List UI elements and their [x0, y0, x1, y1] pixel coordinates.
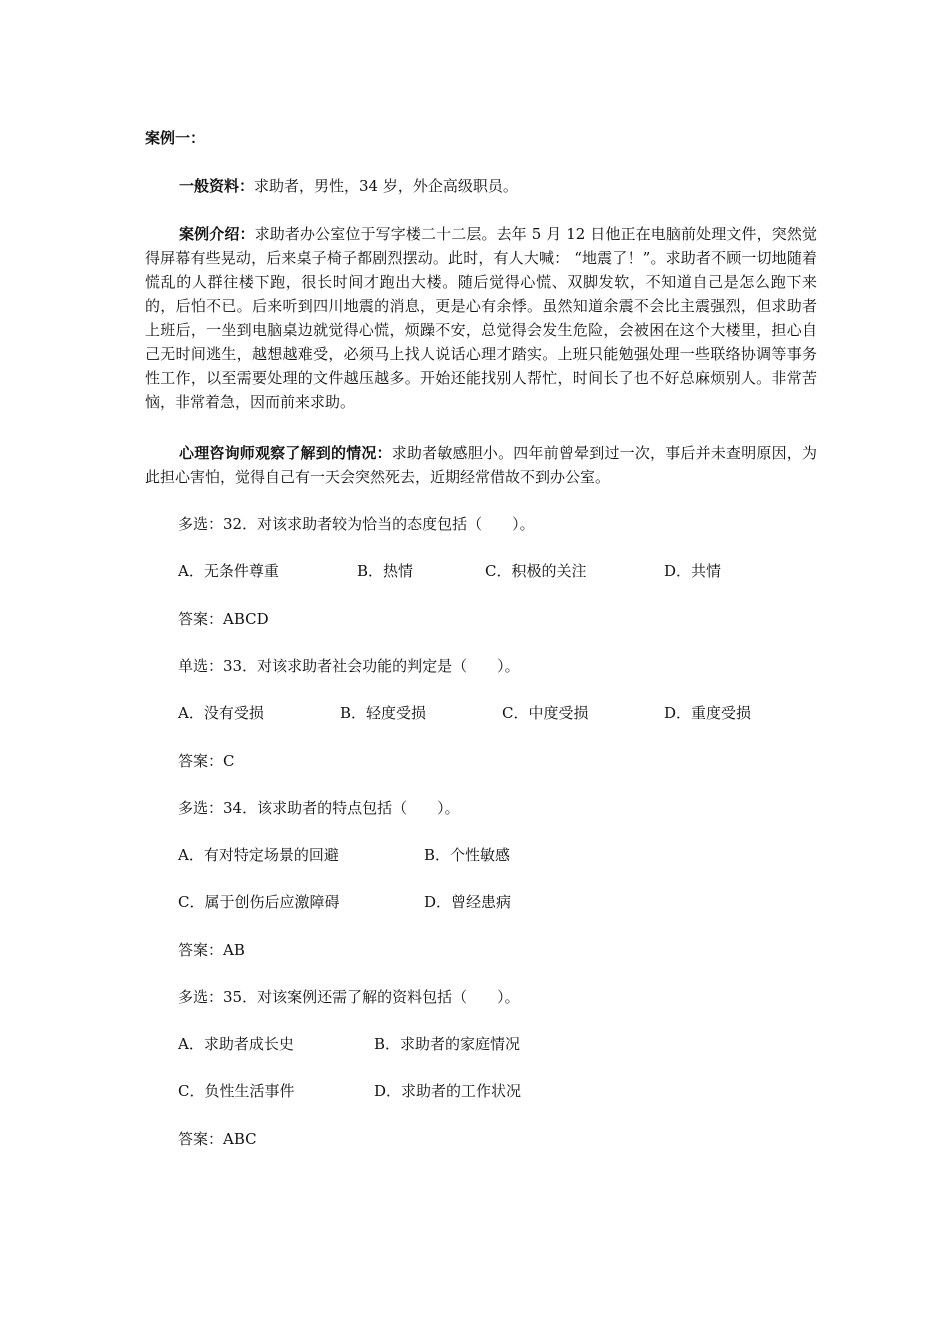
general-info-label: 一般资料：	[179, 177, 255, 195]
question-33-answer: 答案：C	[178, 752, 235, 770]
question-33-stem: 单选：33．对该求助者社会功能的判定是（ ）。	[178, 657, 520, 675]
question-34-option-b: B．个性敏感	[424, 846, 511, 864]
question-33-option-d: D．重度受损	[664, 704, 752, 722]
general-info-text: 求助者，男性，34 岁，外企高级职员。	[254, 177, 518, 195]
question-32-stem: 多选：32．对该求助者较为恰当的态度包括（ ）。	[178, 515, 535, 533]
question-33-option-a: A．没有受损	[178, 704, 264, 722]
question-32-option-c: C．积极的关注	[485, 562, 587, 580]
question-32-option-a: A．无条件尊重	[178, 562, 279, 580]
question-35-answer: 答案：ABC	[178, 1130, 257, 1148]
question-34-option-d: D．曾经患病	[424, 893, 512, 911]
counselor-observation-label: 心理咨询师观察了解到的情况：	[179, 444, 392, 462]
question-35-option-b: B．求助者的家庭情况	[374, 1035, 521, 1053]
case-title: 案例一：	[145, 129, 206, 147]
question-34-answer: 答案：AB	[178, 941, 245, 959]
counselor-observation-text: 求助者敏感胆小。四年前曾晕到过一次，事后并未查明原因，为此担心害怕，觉得自己有一天会突然死去，近期经常借故不到办公室。	[145, 444, 817, 486]
question-32-answer: 答案：ABCD	[178, 610, 269, 628]
question-32-option-b: B．热情	[357, 562, 414, 580]
question-33-option-c: C．中度受损	[502, 704, 589, 722]
question-34-stem: 多选：34．该求助者的特点包括（ ）。	[178, 799, 460, 817]
question-35-option-a: A．求助者成长史	[178, 1035, 294, 1053]
case-intro-text: 求助者办公室位于写字楼二十二层。去年 5 月 12 日他正在电脑前处理文件，突然觉得屏幕有些晃动，后来桌子椅子都剧烈摆动。此时，有人大喊： “地震了！”。求助者不顾一切地随着慌乱的人群往楼下跑，很长时间才跑出大楼。随后觉得心慌、双脚发软，不知道自己是怎么跑下来的，后怕不已。后来听到四川地震的消息，更是心有余悸。虽然知道余震不会比主震强烈，但求助者上班后，一坐到电脑桌边就觉得心慌，烦躁不安，总觉得会发生危险，会被困在这个大楼里，担心自己无时间逃生，越想越难受，必须马上找人说话心理才踏实。上班只能勉强处理一些联络协调等事务性工作，以至需要处理的文件越压越多。开始还能找别人帮忙，时间长了也不好总麻烦别人。非常苦恼，非常着急，因而前来求助。	[145, 225, 817, 411]
question-35-option-c: C．负性生活事件	[178, 1082, 295, 1100]
general-info-paragraph	[145, 174, 817, 198]
counselor-observation-paragraph	[145, 441, 817, 489]
question-35-option-d: D．求助者的工作状况	[374, 1082, 522, 1100]
question-32-option-d: D．共情	[664, 562, 722, 580]
question-35-stem: 多选：35．对该案例还需了解的资料包括（ ）。	[178, 988, 520, 1006]
question-34-option-c: C．属于创伤后应激障碍	[178, 893, 340, 911]
case-intro-label: 案例介绍：	[179, 225, 255, 243]
question-34-option-a: A．有对特定场景的回避	[178, 846, 339, 864]
case-intro-paragraph	[145, 222, 817, 414]
question-33-option-b: B．轻度受损	[340, 704, 427, 722]
